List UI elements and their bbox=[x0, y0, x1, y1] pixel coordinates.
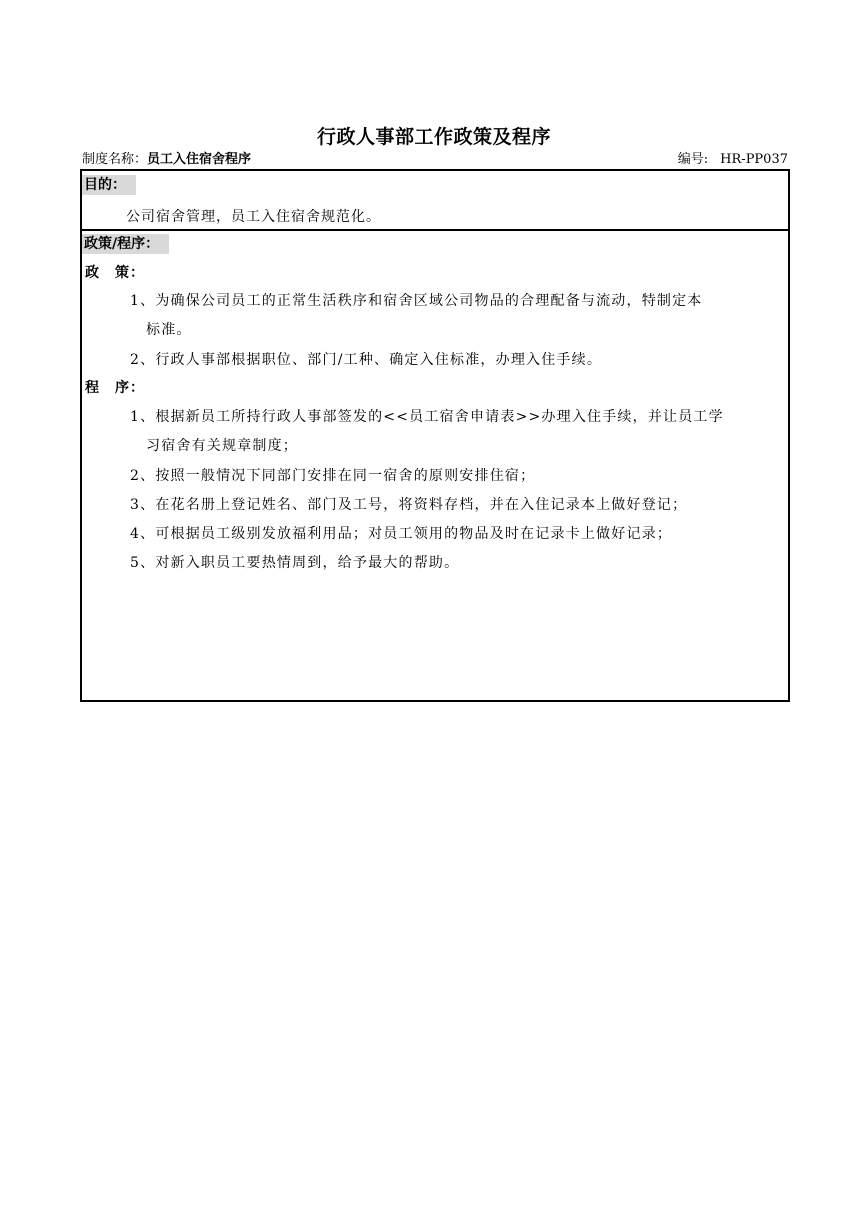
document-title: 行政人事部工作政策及程序 bbox=[316, 126, 551, 148]
document-code-label: 编号: bbox=[677, 152, 709, 167]
system-name-label: 制度名称： bbox=[82, 152, 148, 167]
procedure-item-5 bbox=[130, 553, 459, 573]
policy-item-number: 1、 bbox=[130, 293, 156, 309]
procedure-item-text: 可根据员工级别发放福利用品；对员工领用的物品及时在记录卡上做好记录； bbox=[155, 526, 673, 542]
policy-procedure-heading: 政策/程序： bbox=[82, 234, 169, 254]
purpose-heading: 目的： bbox=[82, 175, 136, 195]
procedure-item-number: 1、 bbox=[130, 409, 156, 425]
procedure-item-number: 2、 bbox=[130, 468, 156, 484]
procedure-item-text: 根据新员工所持行政人事部签发的<<员工宿舍申请表>>办理入住手续，并让员工学 bbox=[155, 409, 724, 425]
procedure-heading: 程 序： bbox=[85, 380, 145, 396]
policy-item-1 bbox=[130, 291, 703, 311]
purpose-text: 公司宿舍管理，员工入住宿舍规范化。 bbox=[126, 209, 381, 225]
procedure-item-1-continued: 习宿舍有关规章制度； bbox=[146, 438, 298, 454]
policy-item-number: 2、 bbox=[130, 352, 156, 368]
system-name-value: 员工入住宿舍程序 bbox=[147, 152, 252, 167]
document-meta-row bbox=[82, 151, 788, 169]
procedure-item-number: 3、 bbox=[130, 497, 156, 513]
policy-item-1-continued: 标准。 bbox=[146, 322, 192, 338]
procedure-item-2 bbox=[130, 466, 535, 486]
section-divider bbox=[82, 229, 788, 231]
policy-item-text: 行政人事部根据职位、部门/工种、确定入住标准，办理入住手续。 bbox=[155, 352, 603, 368]
policy-table bbox=[80, 169, 790, 702]
system-name bbox=[82, 151, 251, 169]
document-code bbox=[678, 151, 788, 169]
procedure-item-1 bbox=[130, 407, 724, 427]
procedure-item-number: 5、 bbox=[130, 555, 156, 571]
policy-item-2 bbox=[130, 350, 602, 370]
policy-heading: 政 策： bbox=[85, 265, 145, 281]
procedure-item-4 bbox=[130, 524, 672, 544]
procedure-item-text: 在花名册上登记姓名、部门及工号，将资料存档，并在入住记录本上做好登记； bbox=[155, 497, 688, 513]
procedure-item-text: 按照一般情况下同部门安排在同一宿舍的原则安排住宿； bbox=[155, 468, 536, 484]
policy-item-text: 为确保公司员工的正常生活秩序和宿舍区域公司物品的合理配备与流动，特制定本 bbox=[155, 293, 703, 309]
procedure-item-3 bbox=[130, 495, 687, 515]
procedure-item-text: 对新入职员工要热情周到，给予最大的帮助。 bbox=[155, 555, 460, 571]
document-code-value: HR-PP037 bbox=[720, 152, 788, 167]
procedure-item-number: 4、 bbox=[130, 526, 156, 542]
